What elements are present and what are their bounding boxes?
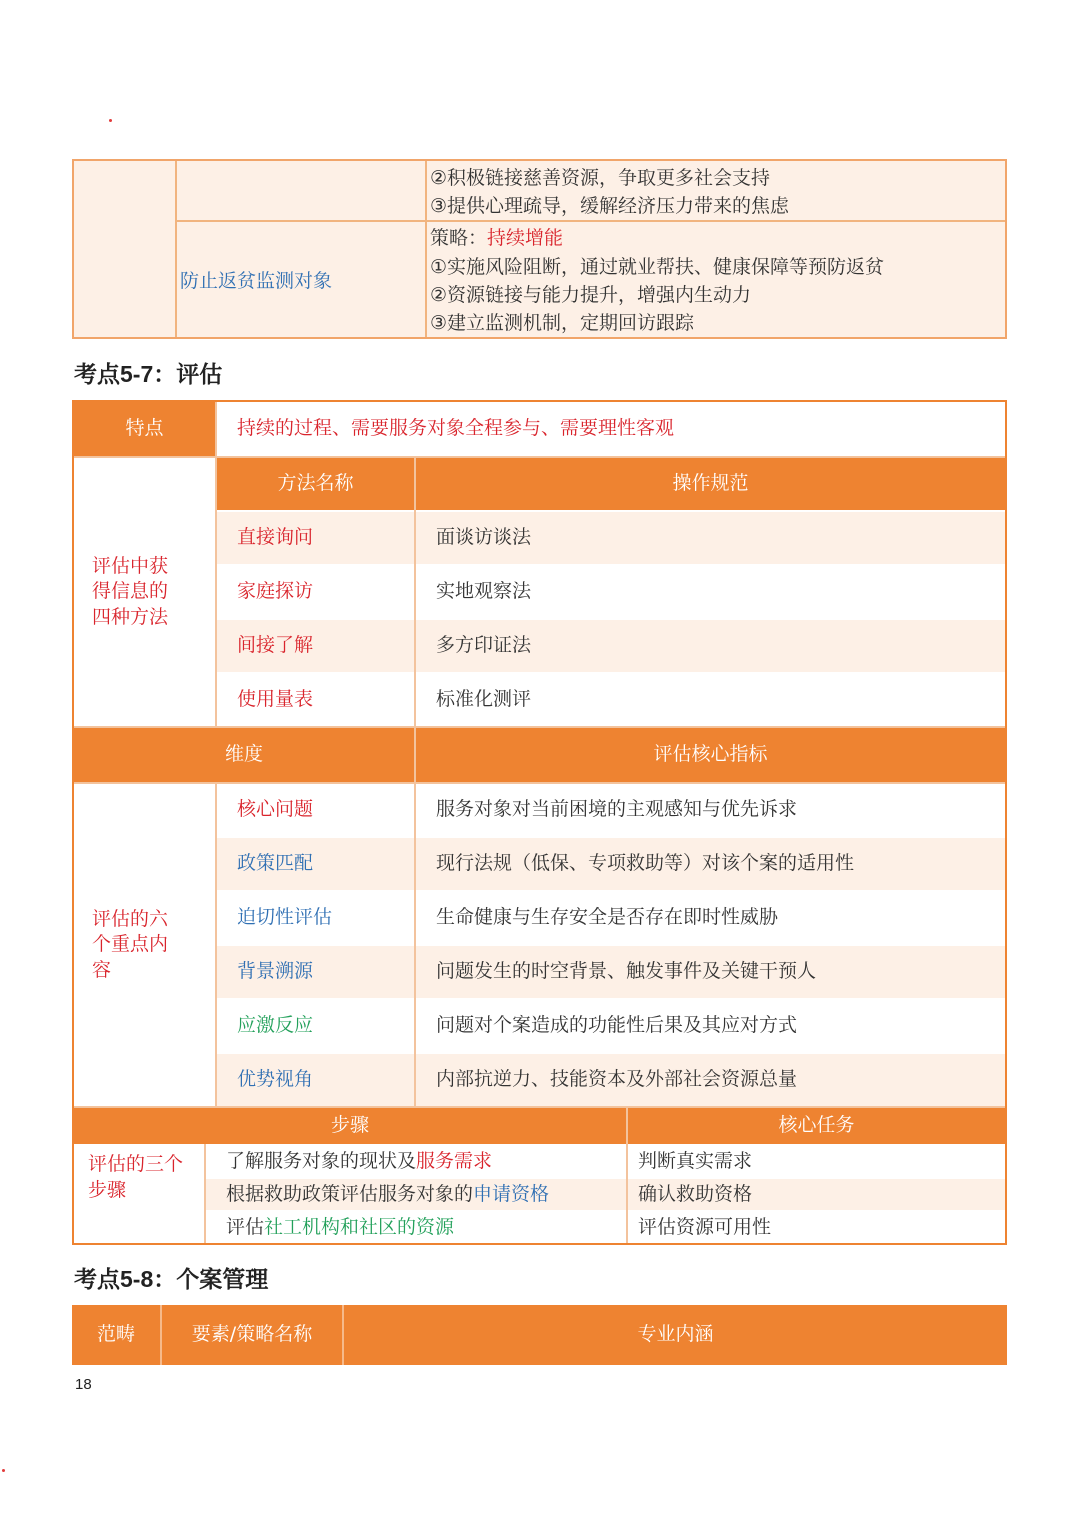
row2-strategy: [430, 224, 563, 252]
heading-number: 5-7: [120, 361, 154, 387]
heading-sep: ：: [153, 362, 177, 388]
steps-col1-header: 步骤: [74, 1108, 626, 1144]
step-row: [206, 1179, 626, 1210]
step-row: [206, 1146, 626, 1177]
row1-line-2: ③提供心理疏导，缓解经济压力带来的焦虑: [430, 195, 790, 217]
heading-title: 个案管理: [176, 1267, 269, 1293]
dimension-name: 核心问题: [217, 784, 414, 836]
decor-dot: [109, 119, 112, 122]
section-heading-5-7: [74, 356, 222, 389]
features-value: 持续的过程、需要服务对象全程参与、需要理性客观: [217, 402, 1005, 456]
dimension-name: 背景溯源: [217, 946, 414, 998]
method-spec: 实地观察法: [416, 566, 1005, 618]
method-spec: 面谈访谈法: [416, 512, 1005, 564]
strategy-prefix: 策略：: [430, 227, 488, 249]
dimensions-col1-header: 维度: [74, 728, 414, 782]
heading-title: 评估: [176, 362, 223, 388]
step-row: [206, 1212, 626, 1243]
method-name: 使用量表: [217, 674, 414, 726]
dimension-desc: 现行法规（低保、专项救助等）对该个案的适用性: [416, 838, 1005, 890]
step-text: 了解服务对象的现状及: [226, 1149, 417, 1172]
row2-line-2: ②资源链接与能力提升，增强内生动力: [430, 284, 752, 306]
row2-line-1: ①实施风险阻断，通过就业帮扶、健康保障等预防返贫: [430, 256, 885, 278]
dimension-name: 优势视角: [217, 1054, 414, 1106]
decor-dot: [2, 1469, 5, 1472]
step-text: 根据救助政策评估服务对象的: [226, 1182, 474, 1205]
dimension-desc: 问题对个案造成的功能性后果及其应对方式: [416, 1000, 1005, 1052]
methods-col1-header: 方法名称: [217, 458, 414, 510]
step-highlight: 社工机构和社区的资源: [264, 1215, 455, 1238]
step-highlight: 申请资格: [473, 1182, 550, 1205]
heading-prefix: 考点: [74, 1267, 120, 1293]
row2-label: 防止返贫监测对象: [180, 270, 333, 292]
method-name: 家庭探访: [217, 566, 414, 618]
dimension-desc: 问题发生的时空背景、触发事件及关键干预人: [416, 946, 1005, 998]
case-col2-header: 要素/策略名称: [162, 1305, 342, 1365]
dimension-name: 政策匹配: [217, 838, 414, 890]
dimension-name: 应激反应: [217, 1000, 414, 1052]
steps-col2-header: 核心任务: [628, 1108, 1005, 1144]
methods-col2-header: 操作规范: [416, 458, 1005, 510]
section-heading-5-8: [74, 1261, 268, 1294]
methods-group-label: 评估中获 得信息的 四种方法: [74, 458, 215, 726]
heading-prefix: 考点: [74, 362, 120, 388]
dimension-desc: 生命健康与生存安全是否存在即时性威胁: [416, 892, 1005, 944]
features-label: 特点: [74, 402, 215, 456]
method-spec: 多方印证法: [416, 620, 1005, 672]
step-task: 确认救助资格: [628, 1179, 1005, 1210]
case-col1-header: 范畴: [72, 1305, 160, 1365]
table-continued: [72, 159, 1007, 339]
heading-sep: ：: [153, 1267, 177, 1293]
dimensions-col2-header: 评估核心指标: [416, 728, 1005, 782]
row2-line-3: ③建立监测机制，定期回访跟踪: [430, 312, 695, 334]
method-name: 间接了解: [217, 620, 414, 672]
dimensions-group-label: 评估的六 个重点内 容: [74, 784, 215, 1106]
step-task: 评估资源可用性: [628, 1212, 1005, 1243]
strategy-name: 持续增能: [487, 227, 564, 249]
step-task: 判断真实需求: [628, 1146, 1005, 1177]
method-spec: 标准化测评: [416, 674, 1005, 726]
step-highlight: 服务需求: [416, 1149, 493, 1172]
evaluation-table: [72, 400, 1007, 1245]
steps-group-label: 评估的三个 步骤: [74, 1146, 204, 1243]
method-name: 直接询问: [217, 512, 414, 564]
dimension-desc: 内部抗逆力、技能资本及外部社会资源总量: [416, 1054, 1005, 1106]
dimension-name: 迫切性评估: [217, 892, 414, 944]
dimension-desc: 服务对象对当前困境的主观感知与优先诉求: [416, 784, 1005, 836]
heading-number: 5-8: [120, 1266, 154, 1292]
row1-line-1: ②积极链接慈善资源，争取更多社会支持: [430, 167, 771, 189]
case-management-header: [72, 1305, 1007, 1365]
step-text: 评估: [226, 1215, 265, 1238]
case-col3-header: 专业内涵: [344, 1305, 1007, 1365]
page-number: 18: [75, 1376, 92, 1393]
